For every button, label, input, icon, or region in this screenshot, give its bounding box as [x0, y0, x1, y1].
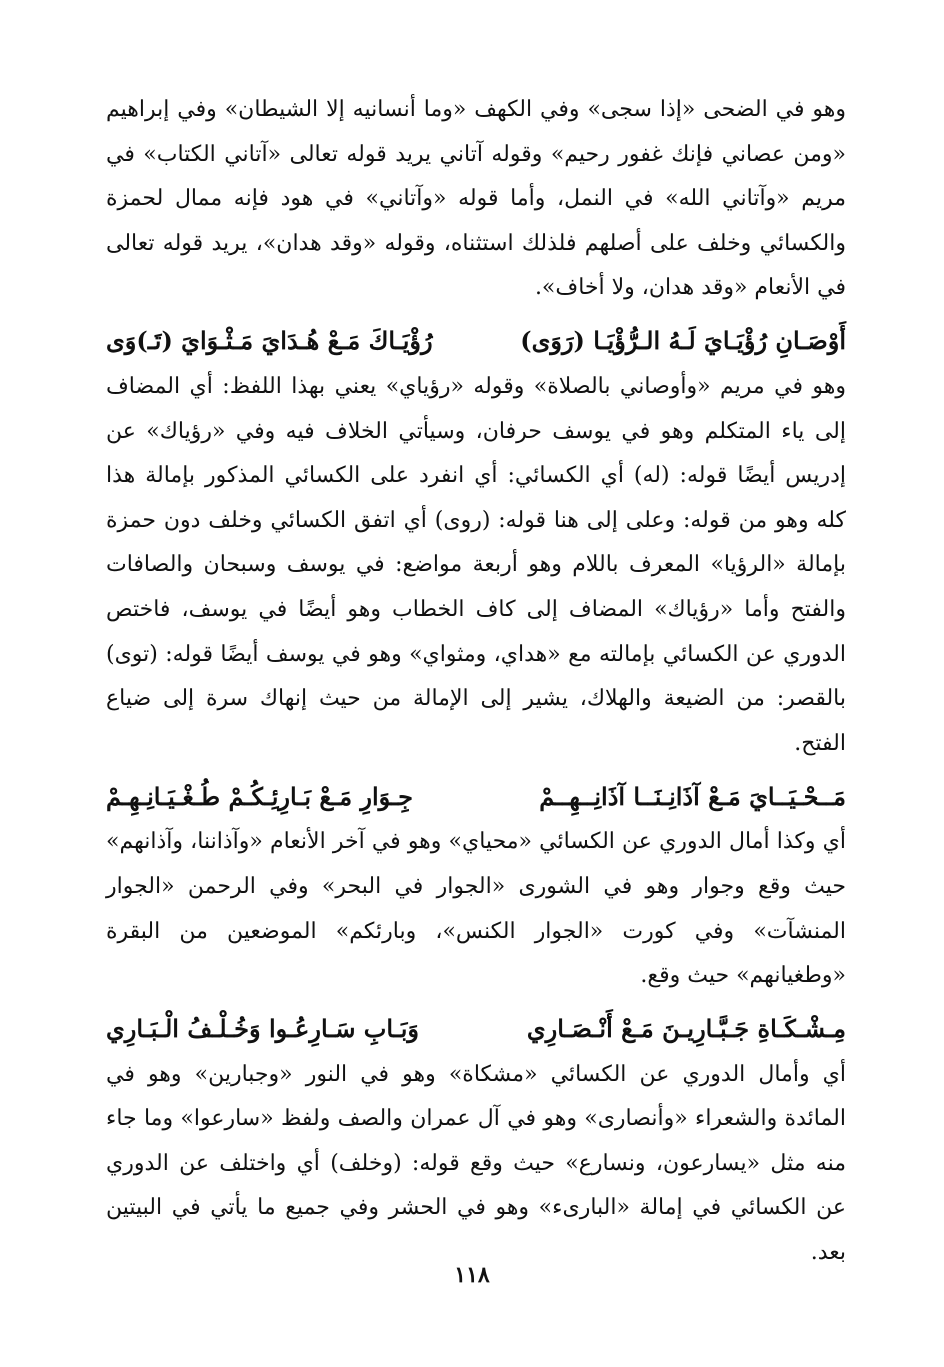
verse-line-1	[106, 319, 846, 363]
verse-2-second-hemistich: جِـوَارِ مَـعْ بَـارِئِـكُـمْ طُـغْـيَـانِـهِـمْ	[106, 781, 413, 811]
verse-line-2	[106, 774, 846, 818]
page-body	[106, 88, 846, 1276]
commentary-paragraph-2: وهو في مريم «وأوصاني بالصلاة» وقوله «رؤياي» يعني بهذا اللفظ: أي المضاف إلى ياء المتكلم وهو في يوسف حرفان، وسيأتي الخلاف فيه وفي «رؤياك» عن إدريس أيضًا قوله: (له) أي الكسائي: أي انفرد على الكسائي المذكور بإمالة هذا كله وهو من قوله: وعلى إلى هنا قوله: (روى) أي اتفق الكسائي وخلف دون حمزة بإمالة «الرؤيا» المعرف باللام وهو أربعة مواضع: في يوسف وسبحان والصافات والفتح وأما «رؤياك» المضاف إلى كاف الخطاب وهو أيضًا في يوسف، فاختص الدوري عن الكسائي بإمالته مع «هداي، ومثواي» وهو في يوسف أيضًا قوله: (توى) بالقصر: من الضيعة والهلاك، يشير إلى الإمالة من حيث إنهاك سرة إلى ضياع الفتح.	[106, 373, 846, 756]
verse-1-first-hemistich: أَوْصَـانِ رُؤْيَـايَ لَـهُ الـرُّؤْيَـا (رَوَى)	[520, 326, 846, 356]
verse-3-second-hemistich: وَبَـابِ سَـارِعُـوا وَخُـلْـفُ الْـبَـارِي	[106, 1014, 419, 1044]
commentary-paragraph-1: وهو في الضحى «إذا سجى» وفي الكهف «وما أنسانيه إلا الشيطان» وفي إبراهيم «ومن عصاني فإنك غفور رحيم» وقوله آتاني يريد قوله تعالى «آتاني الكتاب» في مريم «وآتاني الله» في النمل، وأما قوله «وآتاني» في هود فإنه ممال لحمزة والكسائي وخلف على أصلهم فلذلك استثناه، وقوله «وقد هدان»، يريد قوله تعالى في الأنعام «وقد هدان، ولا أخاف».	[106, 97, 846, 301]
commentary-paragraph-3: أي وكذا أمال الدوري عن الكسائي «محياي» وهو في آخر الأنعام «وآذاننا، وآذانهم» حيث وقع وجوار وهو في الشورى «الجوار في البحر» وفي الرحمن «الجوار المنشآت» وفي كورت «الجوار الكنس»، وبارئكم» الموضعين من البقرة «وطغيانهم» حيث وقع.	[106, 829, 846, 989]
page-number: ١١٨	[454, 1262, 490, 1288]
verse-3-first-hemistich: مِـشْـكَـاةِ جَـبَّـارِيـنَ مَـعْ أَنْـصَـارِي	[526, 1014, 846, 1044]
verse-1-second-hemistich: رُؤْيَـاكَ مَـعْ هُـدَايَ مَـثْـوَايَ (تَـ)وَى	[106, 326, 433, 356]
commentary-paragraph-4: أي وأمال الدوري عن الكسائي «مشكاة» وهو في النور «وجبارين» وهو في المائدة والشعراء «وأنصارى» وهو في آل عمران والصف ولفظ «سارعوا» وما جاء منه مثل «يسارعون، ونسارع» حيث وقع قوله: (وخلف) أي واختلف عن الدوري عن الكسائي في إمالة «البارىء» وهو في الحشر وفي جميع ما يأتي في البيتين بعد.	[106, 1061, 846, 1266]
verse-2-first-hemistich: مَــحْـيَــايَ مَـعْ آذَانِـنَــا آذَانِــهِــمْ	[539, 781, 846, 811]
verse-line-3	[106, 1007, 846, 1051]
